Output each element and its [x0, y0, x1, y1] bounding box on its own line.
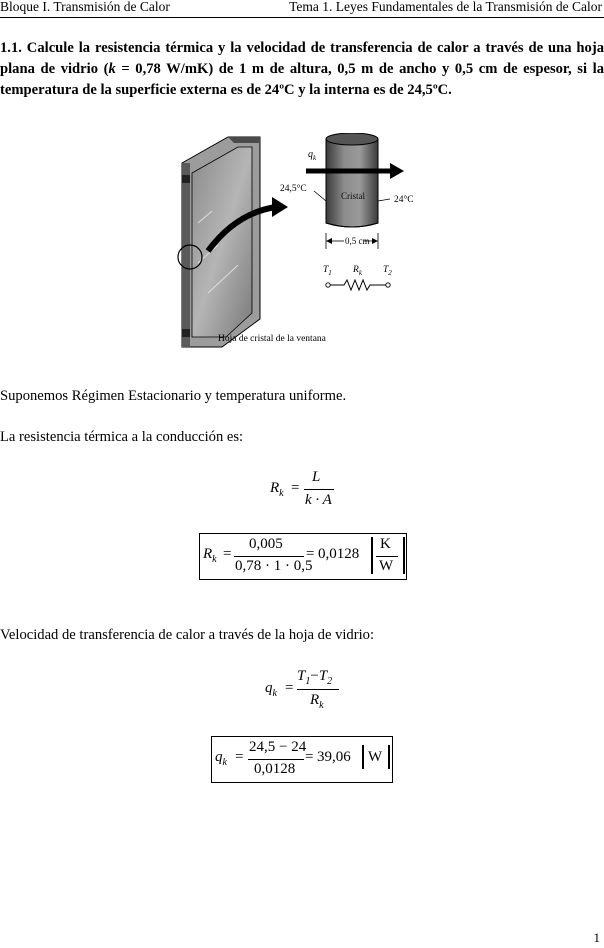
eq4-numerator: 24,5 − 24 [249, 739, 307, 755]
eq1-denominator: k · A [305, 492, 332, 508]
rate-intro: Velocidad de transferencia de calor a través de la hoja de vidrio: [0, 627, 374, 643]
glass-slab [326, 133, 378, 227]
eq2-unit-num: K [380, 536, 391, 552]
resistor-symbol [330, 280, 386, 290]
eq3-fraction-line [297, 689, 339, 690]
eq2-numerator: 0,005 [249, 536, 283, 552]
eq4-lhs: $q_k$ [215, 749, 227, 768]
eq1-lhs: $R_k$ [270, 480, 284, 499]
eq3-denominator: $R_k$ [310, 692, 324, 711]
eq2-equals: = [223, 546, 232, 562]
header-left: Bloque I. Transmisión de Calor [0, 0, 170, 14]
eq3-numerator: $T_1-T_2$ [297, 668, 333, 687]
problem-k-symbol: k [108, 61, 116, 78]
temp-inside-label: 24,5°C [280, 184, 307, 194]
t1-label: $T_1$ [323, 265, 332, 277]
eq4-result: 39,06 [317, 749, 351, 765]
eq1-equals: = [291, 480, 300, 496]
window-figure [168, 133, 434, 353]
thickness-label: 0,5 cm [345, 236, 370, 246]
assumption-text: Suponemos Régimen Estacionario y temperatura uniforme. [0, 388, 347, 404]
eq2-unit-den: W [379, 558, 394, 574]
eq1-numerator: L [312, 469, 321, 485]
eq2-lhs: $R_k$ [203, 546, 217, 565]
rk-label: $R_k$ [353, 265, 362, 277]
material-label: Cristal [341, 191, 365, 201]
eq4-equals-2: = [305, 749, 314, 765]
eq2-denominator: 0,78 · 1 · 0,5 [235, 558, 313, 574]
q-label: $q_k$ [308, 149, 317, 162]
eq4-fraction-line [248, 759, 304, 760]
eq2-result: 0,0128 [318, 546, 360, 562]
problem-text-2: = 0,78 W/mK) de 1 m de altura, 0,5 m de ancho y 0,5 cm de espesor, si la temperatura de la superficie externa es de 24ºC y la interna es de 24,5ºC. [0, 61, 604, 99]
eq2-unit-line [376, 556, 398, 557]
eq4-denominator: 0,0128 [254, 761, 296, 777]
t2-label: $T_2$ [383, 265, 392, 277]
window-figure-svg [168, 133, 434, 353]
eq3-equals: = [285, 680, 294, 696]
resistance-intro: La resistencia térmica a la conducción es: [0, 429, 244, 445]
header-rule [0, 17, 604, 18]
heat-flow-arrow [390, 163, 404, 179]
page-number: 1 [593, 930, 600, 945]
figure-caption: Hoja de cristal de la ventana [218, 334, 326, 344]
problem-statement [0, 38, 604, 102]
eq1-fraction-line [304, 489, 334, 490]
eq2-fraction-line [234, 556, 304, 557]
eq2-equals-2: = [306, 546, 315, 562]
header-right: Tema 1. Leyes Fundamentales de la Transmisión de Calor [289, 0, 602, 14]
temp-outside-label: 24°C [394, 195, 414, 205]
eq4-unit: W [368, 749, 383, 765]
problem-text-1: 1.1. Calcule la resistencia térmica y la velocidad de transferencia de calor a través de una hoja plana de vidrio ( [0, 40, 604, 78]
eq3-lhs: $q_k$ [265, 680, 277, 699]
eq4-equals: = [235, 749, 244, 765]
